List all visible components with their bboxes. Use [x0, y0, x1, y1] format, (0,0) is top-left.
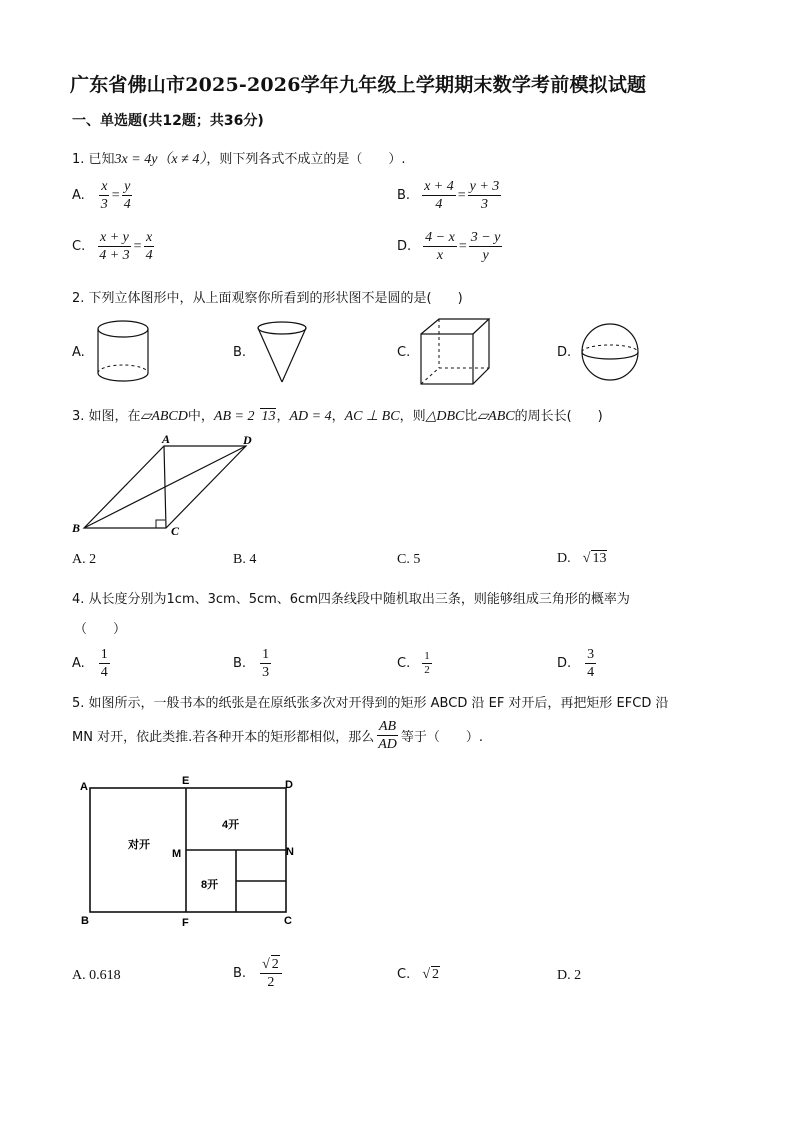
q4-option-b[interactable]: B. $\frac{1}{3}$ — [233, 647, 270, 680]
q3-perpendicular: AC ⊥ BC — [344, 409, 400, 424]
q5-option-b[interactable]: B. $\frac{√ 2}{2}$ — [233, 955, 284, 991]
sphere-figure — [580, 322, 642, 384]
q2-c-label[interactable]: C. — [397, 345, 411, 360]
q1-condition: 3x = 4y（x ≠ 4） — [114, 152, 207, 167]
q2-d-label[interactable]: D. — [557, 345, 572, 360]
question-4-stem: 4. 从长度分别为1cm、3cm、5cm、6cm四条线段中随机取出三条，则能够组成三角形的概率为 — [72, 592, 630, 607]
fig5-label-f: F — [182, 917, 189, 929]
q1-option-a[interactable]: A. $\frac{x}{3}$ = $\frac{y}{4}$ — [72, 179, 131, 212]
paper-fold-figure — [76, 776, 300, 932]
q5-option-d[interactable]: D. 2 — [557, 968, 582, 983]
q1-b-rhs: $\frac{y + 3}{3}$ — [469, 179, 500, 212]
section-heading: 一、单选题(共12题；共36分) — [72, 113, 264, 129]
fig5-label-c: C — [284, 915, 292, 927]
q1-option-d[interactable]: D. $\frac{4 - x}{x}$ = $\frac{3 - y}{y}$ — [397, 230, 501, 263]
q4-option-a[interactable]: A. $\frac{1}{4}$ — [72, 647, 108, 680]
q1-option-c[interactable]: C. $\frac{x + y}{4 + 3}$ = $\frac{x}{4}$ — [72, 230, 153, 263]
q1-c-lhs: $\frac{x + y}{4 + 3}$ — [99, 230, 130, 263]
q1-d-rhs: $\frac{3 - y}{y}$ — [470, 230, 501, 263]
q1-b-label: B. — [397, 188, 411, 203]
q1-a-lhs: $\frac{x}{3}$ — [100, 179, 108, 212]
fig5-label-n: N — [286, 846, 294, 858]
q5-option-c[interactable]: C. √ 2 — [397, 967, 440, 982]
fig5-label-b: B — [81, 915, 89, 927]
q3-stem-part-5: 的周长长( ) — [514, 409, 603, 424]
cube-figure — [418, 316, 492, 388]
q3-option-d[interactable]: D. √ 13 — [557, 551, 607, 566]
point-d-label: D — [243, 433, 252, 447]
q3-triangle: △DBC — [425, 409, 465, 424]
q5-option-a[interactable]: A. 0.618 — [72, 968, 121, 983]
q1-c-label: C. — [72, 239, 86, 254]
question-5-line-1: 5. 如图所示，一般书本的纸张是在原纸张多次对开得到的矩形 ABCD 沿 EF 对开后，再把矩形 EFCD 沿 — [72, 696, 669, 711]
q3-stem-part-4: 比 — [464, 409, 478, 424]
q4-option-d[interactable]: D. $\frac{3}{4}$ — [557, 647, 595, 680]
q1-a-label: A. — [72, 188, 85, 203]
q4-option-c[interactable]: C. $\frac{1}{2}$ — [397, 650, 430, 676]
q1-option-b[interactable]: B. $\frac{x + 4}{4}$ = $\frac{y + 3}{3}$ — [397, 179, 500, 212]
fig5-duikai: 对开 — [128, 839, 150, 851]
q1-c-rhs: $\frac{x}{4}$ — [145, 230, 153, 263]
q3-ab-length: AB = 2 13 — [213, 409, 276, 424]
question-3-stem: 3. 如图，在▱ABCD中，AB = 2 13，AD = 4，AC ⊥ BC，则△DBC比▱ABC的周长长( ) — [72, 409, 603, 424]
q2-b-label[interactable]: B. — [233, 345, 247, 360]
point-c-label: C — [171, 524, 180, 538]
q1-a-rhs: $\frac{y}{4}$ — [123, 179, 131, 212]
question-1-stem — [72, 148, 405, 168]
q1-d-label: D. — [397, 239, 412, 254]
fig5-bakai: 8开 — [201, 879, 219, 891]
q2-a-label[interactable]: A. — [72, 345, 85, 360]
fig5-label-d: D — [285, 779, 293, 791]
q3-ad-length: AD = 4 — [289, 409, 332, 424]
point-b-label: B — [72, 521, 81, 535]
q3-option-c[interactable]: C. 5 — [397, 552, 421, 567]
q3-d-radicand: 13 — [592, 551, 607, 566]
question-2-stem: 2. 下列立体图形中，从上面观察你所看到的形状图不是圆的是( ) — [72, 291, 463, 306]
fig5-label-a: A — [80, 781, 88, 793]
question-5-line-2: MN 对开，依此类推.若各种开本的矩形都相似，那么 $\frac{AB}{AD}$ 等于（ ）. — [72, 719, 484, 752]
fig5-label-m: M — [172, 848, 182, 860]
q1-d-lhs: $\frac{4 - x}{x}$ — [425, 230, 455, 263]
q3-option-b[interactable]: B. 4 — [233, 552, 257, 567]
parallelogram-figure — [70, 432, 270, 540]
q3-stem-part-3: ，则 — [399, 409, 426, 424]
fig5-label-e: E — [182, 776, 190, 787]
q3-parallelogram: ▱ABCD — [140, 409, 188, 424]
q3-stem-part-1: 3. 如图，在 — [72, 409, 141, 424]
cylinder-figure — [92, 318, 154, 386]
q1-b-lhs: $\frac{x + 4}{4}$ — [424, 179, 454, 212]
q3-option-a[interactable]: A. 2 — [72, 552, 97, 567]
fig5-sikai: 4开 — [222, 819, 240, 831]
q1-suffix: ，则下列各式不成立的是（ ）. — [206, 152, 406, 167]
page-title: 广东省佛山市2025-2026学年九年级上学期期末数学考前模拟试题 — [70, 74, 647, 96]
cone-figure — [254, 318, 310, 386]
q5-ratio: $\frac{AB}{AD}$ — [378, 719, 397, 752]
point-a-label: A — [162, 432, 171, 446]
q4-paren: （ ） — [74, 622, 127, 637]
q3-parallelogram-2: ▱ABC — [477, 409, 515, 424]
q1-prefix: 1. 已知 — [72, 152, 115, 167]
q3-stem-part-2: 中， — [187, 409, 214, 424]
